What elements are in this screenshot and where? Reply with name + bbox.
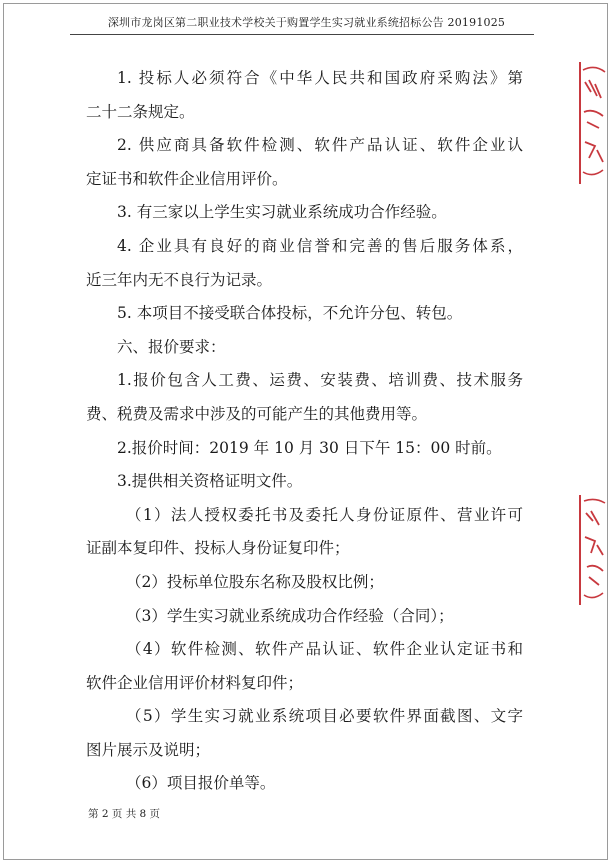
body-line: （3）学生实习就业系统成功合作经验（合同）； bbox=[126, 606, 454, 625]
body-line: 3.提供相关资格证明文件。 bbox=[117, 472, 303, 491]
seal-stamp-icon bbox=[581, 62, 609, 184]
body-line: 5. 本项目不接受联合体投标，不允许分包、转包。 bbox=[117, 304, 463, 323]
body-line: 4. 企业具有良好的商业信誉和完善的售后服务体系， bbox=[117, 236, 523, 255]
body-line: 软件企业信用评价材料复印件； bbox=[86, 673, 304, 692]
section-heading: 六、报价要求： bbox=[117, 337, 226, 356]
body-line: （1）法人授权委托书及委托人身份证原件、营业许可 bbox=[126, 505, 523, 524]
body-line: 近三年内无不良行为记录。 bbox=[86, 270, 273, 289]
body-line: 2. 供应商具备软件检测、软件产品认证、软件企业认 bbox=[117, 136, 523, 155]
body-line: （5）学生实习就业系统项目必要软件界面截图、文字 bbox=[126, 707, 523, 726]
seal-stamp-icon bbox=[581, 495, 609, 605]
body-line: 二十二条规定。 bbox=[86, 102, 195, 121]
body-line: （6）项目报价单等。 bbox=[126, 774, 276, 793]
body-line: 定证书和软件企业信用评价。 bbox=[86, 169, 288, 188]
body-line: （2）投标单位股东名称及股权比例； bbox=[126, 572, 384, 591]
body-line: 图片展示及说明； bbox=[86, 740, 211, 759]
body-line: 1. 投标人必须符合《中华人民共和国政府采购法》第 bbox=[117, 69, 523, 87]
body-line: 证副本复印件、投标人身份证复印件； bbox=[86, 539, 350, 558]
seal-fragment-top bbox=[579, 62, 609, 184]
body-line: 1.报价包含人工费、运费、安装费、培训费、技术服务 bbox=[117, 371, 523, 390]
page-header: 深圳市龙岗区第二职业技术学校关于购置学生实习就业系统招标公告 20191025 bbox=[107, 16, 506, 29]
body-line: 费、税费及需求中涉及的可能产生的其他费用等。 bbox=[86, 404, 428, 423]
body-line: （4）软件检测、软件产品认证、软件企业认定证书和 bbox=[126, 640, 523, 659]
body-line: 2.报价时间：2019 年 10 月 30 日下午 15：00 时前。 bbox=[117, 438, 502, 457]
page-footer: 第 2 页 共 8 页 bbox=[88, 808, 161, 820]
body-line: 3. 有三家以上学生实习就业系统成功合作经验。 bbox=[117, 203, 447, 222]
header-rule bbox=[70, 34, 534, 35]
seal-fragment-middle bbox=[579, 495, 609, 605]
document-body bbox=[86, 62, 523, 801]
